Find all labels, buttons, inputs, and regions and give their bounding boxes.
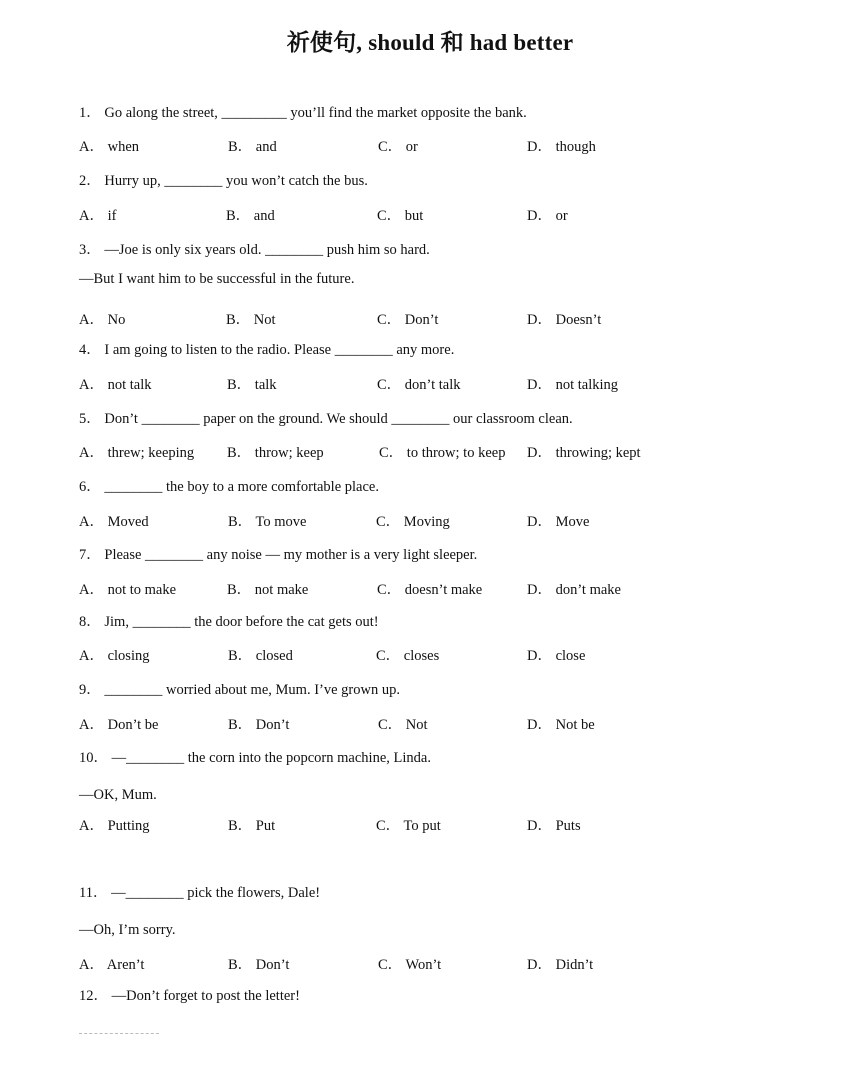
question-text: —Don’t forget to post the letter! <box>108 988 300 1004</box>
answer-option-a[interactable]: A． if <box>79 208 117 224</box>
question-number: 2． <box>79 173 101 189</box>
answer-option-a[interactable]: A． No <box>79 312 126 328</box>
answer-option-a[interactable]: A． threw; keeping <box>79 445 195 461</box>
answer-option-d[interactable]: D． not talking <box>527 377 619 393</box>
answer-option-c[interactable]: C． but <box>377 208 424 224</box>
answer-option-c[interactable]: C． Moving <box>376 514 450 530</box>
question-number: 9． <box>79 682 101 698</box>
question-number: 7． <box>79 547 101 563</box>
question-text: Go along the street, _________ you’ll find the market opposite the bank. <box>100 105 527 121</box>
question-5 <box>79 410 573 428</box>
answer-option-b[interactable]: B． and <box>228 139 277 155</box>
question-2 <box>79 172 368 190</box>
question-text: Please ________ any noise — my mother is a very light sleeper. <box>100 547 478 563</box>
answer-option-a[interactable]: A． Aren’t <box>79 957 145 973</box>
answer-option-b[interactable]: B． not make <box>227 582 309 598</box>
answer-option-a[interactable]: A． not talk <box>79 377 152 393</box>
question-text: ________ worried about me, Mum. I’ve grown up. <box>100 682 400 698</box>
answer-option-c[interactable]: C． Not <box>378 717 428 733</box>
question-3 <box>79 241 430 259</box>
answer-option-b[interactable]: B． throw; keep <box>227 445 324 461</box>
answer-option-d[interactable]: D． Not be <box>527 717 595 733</box>
question-text: —________ the corn into the popcorn machine, Linda. <box>108 750 431 766</box>
question-number: 1． <box>79 105 101 121</box>
question-text: —Joe is only six years old. ________ push him so hard. <box>100 242 430 258</box>
question-4 <box>79 341 454 359</box>
answer-option-b[interactable]: B． Not <box>226 312 276 328</box>
answer-option-d[interactable]: D． Puts <box>527 818 581 834</box>
question-1 <box>79 104 527 122</box>
question-9 <box>79 681 400 699</box>
question-10 <box>79 749 431 767</box>
answer-option-c[interactable]: C． doesn’t make <box>377 582 483 598</box>
question-6 <box>79 478 379 496</box>
answer-option-c[interactable]: C． Won’t <box>378 957 442 973</box>
question-7 <box>79 546 477 564</box>
question-number: 5． <box>79 411 101 427</box>
dialogue-reply: —OK, Mum. <box>79 787 157 803</box>
cut-off-line <box>79 1033 159 1036</box>
answer-option-a[interactable]: A． when <box>79 139 140 155</box>
answer-option-b[interactable]: B． and <box>226 208 275 224</box>
question-number: 10． <box>79 750 108 766</box>
answer-option-c[interactable]: C． To put <box>376 818 441 834</box>
answer-option-a[interactable]: A． not to make <box>79 582 177 598</box>
answer-option-c[interactable]: C． don’t talk <box>377 377 461 393</box>
answer-option-d[interactable]: D． Doesn’t <box>527 312 602 328</box>
question-number: 6． <box>79 479 101 495</box>
question-8 <box>79 613 379 631</box>
answer-option-d[interactable]: D． throwing; kept <box>527 445 641 461</box>
answer-option-c[interactable]: C． Don’t <box>377 312 439 328</box>
question-text: Hurry up, ________ you won’t catch the bus. <box>100 173 368 189</box>
question-number: 12． <box>79 988 108 1004</box>
answer-option-d[interactable]: D． though <box>527 139 596 155</box>
dialogue-reply: —Oh, I’m sorry. <box>79 922 176 938</box>
question-11 <box>79 884 320 902</box>
question-12 <box>79 987 300 1005</box>
answer-option-c[interactable]: C． or <box>378 139 418 155</box>
answer-option-a[interactable]: A． Moved <box>79 514 149 530</box>
answer-option-b[interactable]: B． Don’t <box>228 717 290 733</box>
answer-option-b[interactable]: B． To move <box>228 514 307 530</box>
answer-option-b[interactable]: B． Don’t <box>228 957 290 973</box>
page-title: 祈使句, should 和 had better <box>286 30 574 55</box>
answer-option-b[interactable]: B． talk <box>227 377 277 393</box>
answer-option-c[interactable]: C． to throw; to keep <box>379 445 506 461</box>
answer-option-a[interactable]: A． Don’t be <box>79 717 159 733</box>
question-number: 11． <box>79 885 108 901</box>
answer-option-b[interactable]: B． Put <box>228 818 276 834</box>
answer-option-c[interactable]: C． closes <box>376 648 440 664</box>
answer-option-d[interactable]: D． or <box>527 208 568 224</box>
answer-option-d[interactable]: D． Didn’t <box>527 957 594 973</box>
question-text: Don’t ________ paper on the ground. We should ________ our classroom clean. <box>100 411 573 427</box>
question-text: ________ the boy to a more comfortable place. <box>100 479 379 495</box>
question-number: 8． <box>79 614 101 630</box>
question-text: I am going to listen to the radio. Please ________ any more. <box>100 342 455 358</box>
answer-option-d[interactable]: D． close <box>527 648 586 664</box>
answer-option-b[interactable]: B． closed <box>228 648 293 664</box>
answer-option-d[interactable]: D． don’t make <box>527 582 621 598</box>
question-number: 3． <box>79 242 101 258</box>
question-number: 4． <box>79 342 101 358</box>
answer-option-d[interactable]: D． Move <box>527 514 590 530</box>
question-text: —________ pick the flowers, Dale! <box>107 885 321 901</box>
question-text: Jim, ________ the door before the cat gets out! <box>100 614 379 630</box>
dialogue-reply: —But I want him to be successful in the future. <box>79 271 355 287</box>
answer-option-a[interactable]: A． Putting <box>79 818 150 834</box>
answer-option-a[interactable]: A． closing <box>79 648 150 664</box>
